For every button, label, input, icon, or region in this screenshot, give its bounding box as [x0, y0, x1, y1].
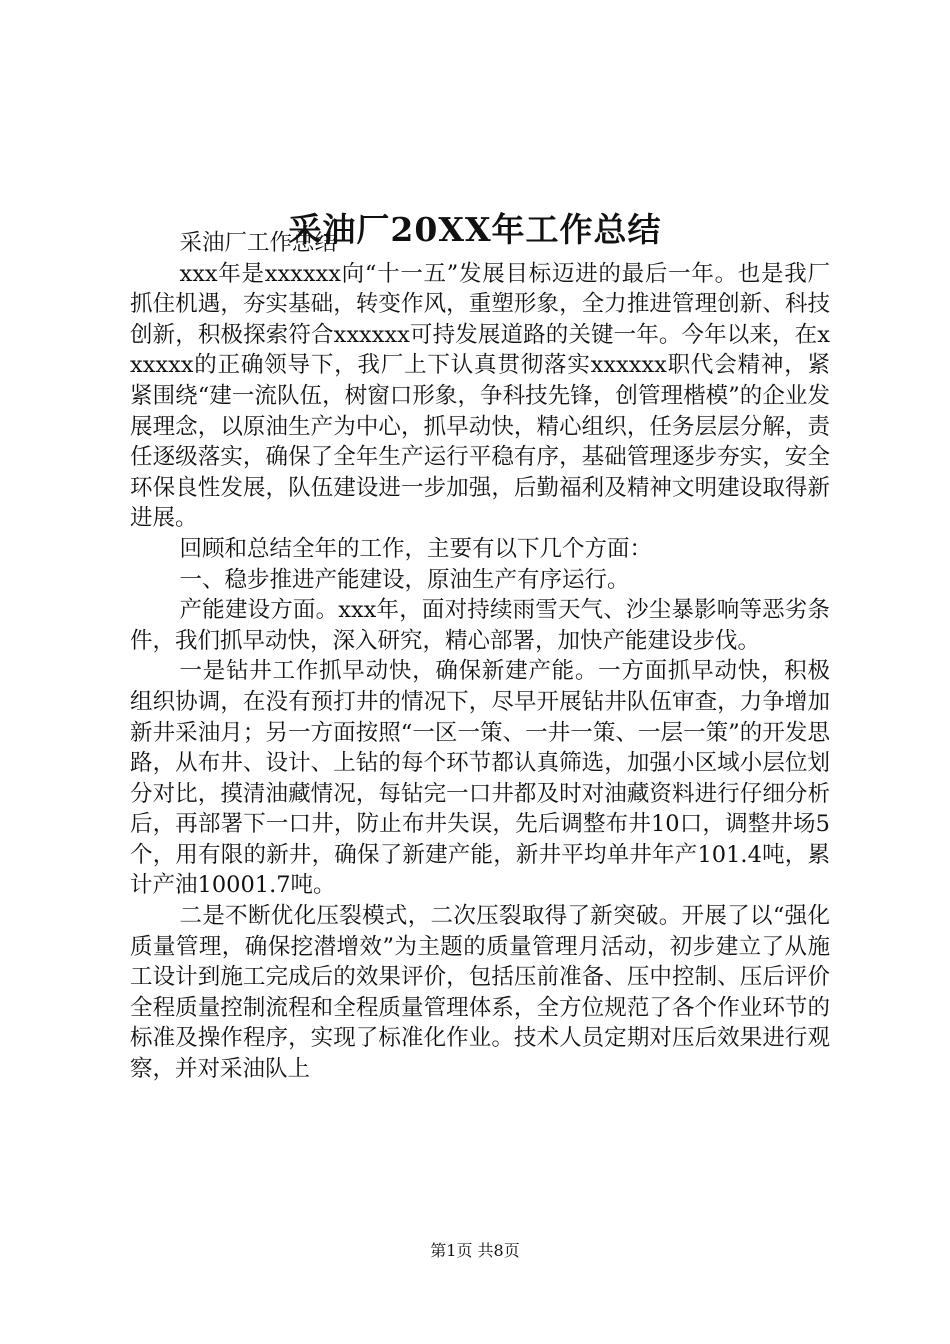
document-title: 采油厂20XX年工作总结	[288, 210, 662, 250]
paragraph-review: 回顾和总结全年的工作，主要有以下几个方面：	[179, 535, 653, 562]
paragraph-intro: xxx年是xxxxxx向“十一五”发展目标迈进的最后一年。也是我厂抓住机遇，夯实基础，转变作风，重塑形象，全力推进管理创新、科技创新，积极探索符合xxxxxx可持发展道路的关键一年。今年以来，在xxxxxx的正确领导下，我厂上下认真贯彻落实xxxxxx职代会精神，紧紧围绕“建一流队伍，树窗口形象，争科技先锋，创管理楷模”的企业发展理念，以原油生产为中心，抓早动快，精心组织，任务层层分解，责任逐级落实，确保了全年生产运行平稳有序，基础管理逐步夯实，安全环保良性发展，队伍建设进一步加强，后勤福利及精神文明建设取得新进展。	[130, 260, 830, 532]
paragraph-drilling: 一是钻井工作抓早动快，确保新建产能。一方面抓早动快，积极组织协调，在没有预打井的情况下，尽早开展钻井队伍审查，力争增加新井采油月；另一方面按照“一区一策、一井一策、一层一策”的开发思路，从布井、设计、上钻的每个环节都认真筛选，加强小区域小层位划分对比，摸清油藏情况，每钻完一口井都及时对油藏资料进行仔细分析后，再部署下一口井，防止布井失误，先后调整布井10口，调整井场5个，用有限的新井，确保了新建产能，新井平均单井年产101.4吨，累计产油10001.7吨。	[130, 658, 830, 899]
paragraph-subtitle: 采油厂工作总结	[179, 230, 338, 256]
section-heading-1: 一、稳步推进产能建设，原油生产有序运行。	[179, 566, 630, 593]
paragraph-fracturing: 二是不断优化压裂模式，二次压裂取得了新突破。开展了以“强化质量管理，确保挖潜增效”为主题的质量管理月活动，初步建立了从施工设计到施工完成后的效果评价，包括压前准备、压中控制、压后评价全程质量控制流程和全程质量管理体系，全方位规范了各个作业环节的标准及操作程序，实现了标准化作业。技术人员定期对压后效果进行观察，并对采油队上	[130, 903, 830, 1083]
page-number-footer: 第1页 共8页	[430, 1241, 520, 1260]
paragraph-capacity: 产能建设方面。xxx年，面对持续雨雪天气、沙尘暴影响等恶劣条件，我们抓早动快，深入研究，精心部署，加快产能建设步伐。	[130, 597, 830, 654]
document-body	[130, 228, 830, 1085]
